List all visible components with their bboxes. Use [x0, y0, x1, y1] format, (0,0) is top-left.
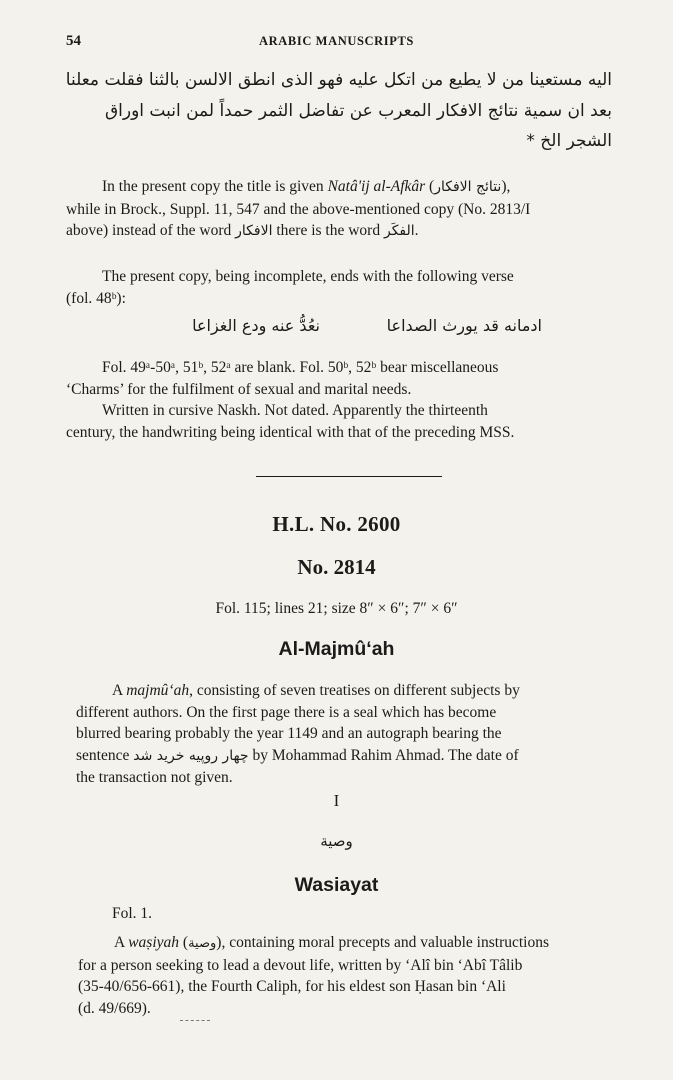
arabic-line-3: الشجر الخ * [526, 131, 612, 151]
p2-line1: The present copy, being incomplete, ends with the following verse [102, 268, 514, 285]
desc-line4-pre: sentence [76, 746, 130, 764]
last-line2: for a person seeking to lead a devout life, written by ‘Alî bin ‘Abî Tâlib [78, 956, 523, 974]
last-line1: ), containing moral precepts and valuable instructions [216, 934, 550, 951]
last-paren-open: ( [182, 934, 189, 951]
desc-line5: the transaction not given. [76, 769, 233, 787]
arabic-line-1: اليه مستعينا من لا يطيع من اتكل عليه فهو الذى انطق الالسن بالثنا فقلت معلنا [65, 70, 612, 90]
hl-number-heading: H.L. No. 2600 [272, 512, 401, 536]
p4-line1: Written in cursive Naskh. Not dated. Apparently the thirteenth [102, 402, 488, 419]
running-title: ARABIC MANUSCRIPTS [259, 34, 414, 48]
last-line4: (d. 49/669). [78, 999, 151, 1017]
paragraph-script [66, 400, 634, 443]
description-paragraph [76, 680, 636, 789]
p3-line1: Fol. 49ᵃ-50ᵃ, 51ᵇ, 52ᵃ are blank. Fol. 50ᵇ, 52ᵇ bear miscellaneous [102, 359, 499, 376]
desc-line2: different authors. On the first page there is a seal which has become [76, 703, 497, 721]
arabic-line-2: بعد ان سمية نتائج الافكار المعرب عن تفاضل الثمر حمداً لمن انبت اوراق [104, 101, 612, 121]
desc-pre: A [112, 682, 123, 699]
p1-arabic-word1: الافكار [235, 223, 273, 240]
verse-hemistich-right: ادمانه قد يورث الصداعا [386, 316, 542, 335]
p1-line3-pre: above) instead of the word [66, 222, 232, 240]
wasiyah-paragraph [78, 932, 636, 1019]
last-pre: A [114, 934, 125, 951]
desc-line3: blurred bearing probably the year 1149 and an autograph bearing the [76, 725, 502, 743]
desc-line1: , consisting of seven treatises on different subjects by [189, 682, 520, 699]
p1-text: In the present copy the title is given [102, 178, 324, 195]
p1-line3-mid: there is the word [276, 222, 381, 240]
section-divider [256, 476, 442, 477]
p4-line2: century, the handwriting being identical with that of the preceding MSS. [66, 423, 515, 441]
bottom-smudge [180, 1020, 210, 1021]
section-folio: Fol. 1. [112, 905, 153, 922]
p1-arabic-title: نتائج الافكار [434, 179, 502, 195]
last-italic: waṣiyah [128, 934, 180, 951]
catalogue-number-heading: No. 2814 [297, 555, 376, 579]
work-title: Al-Majmû‘ah [278, 638, 395, 660]
p3-line2: ‘Charms’ for the fulfilment of sexual and marital needs. [66, 380, 412, 398]
p1-paren-open: ( [429, 178, 435, 195]
p1-arabic-word2: الفكَر [383, 223, 415, 240]
p1-italic-title: Natâ'ij al-Afkâr [327, 178, 426, 195]
p1-paren-close: ), [501, 178, 511, 195]
p1-line2: while in Brock., Suppl. 11, 547 and the above-mentioned copy (No. 2813/I [66, 200, 531, 218]
last-arabic: وصية [188, 936, 217, 951]
page-number: 54 [66, 33, 81, 49]
p2-line2: (fol. 48ᵇ): [66, 289, 126, 307]
desc-arabic-sentence: چهار روپیه خرید شد [133, 747, 249, 764]
section-numeral: I [333, 791, 340, 810]
section-arabic-title: وصية [320, 832, 353, 850]
p1-line3-end: . [414, 222, 419, 240]
last-line3: (35-40/656-661), the Fourth Caliph, for his eldest son Ḥasan bin ‘Ali [78, 978, 506, 996]
desc-line4-rest: by Mohammad Rahim Ahmad. The date of [252, 746, 519, 764]
section-title: Wasiayat [294, 874, 379, 896]
desc-italic: majmû‘ah [126, 682, 190, 699]
folio-info: Fol. 115; lines 21; size 8″ × 6″; 7″ × 6″ [215, 600, 458, 617]
paragraph-verse-intro [66, 266, 634, 309]
paragraph-blank-folios [66, 357, 634, 400]
verse-hemistich-left: نعُدُّ عنه ودع الغزاعا [192, 316, 320, 335]
paragraph-title-variant [66, 176, 634, 243]
